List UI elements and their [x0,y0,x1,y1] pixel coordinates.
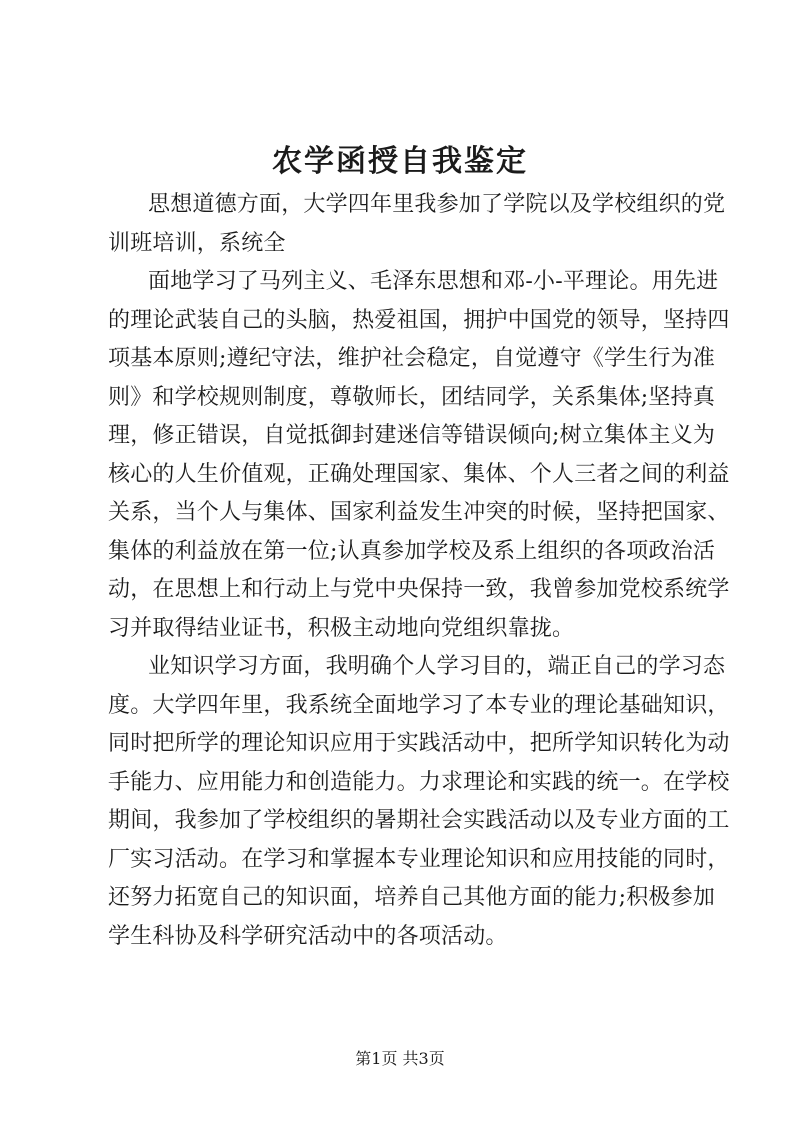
page-title: 农学函授自我鉴定 [272,144,528,179]
document-body [108,186,730,956]
paragraph-line: 理，修正错误，自觉抵御封建迷信等错误倾向;树立集体主义为 [108,423,716,448]
paragraph-line: 项基本原则;遵纪守法，维护社会稳定，自觉遵守《学生行为准 [108,346,716,371]
paragraph-line: 手能力、应用能力和创造能力。力求理论和实践的统一。在学校 [108,769,730,795]
paragraph-line: 则》和学校规则制度，尊敬师长，团结同学，关系集体;坚持真 [108,384,716,410]
paragraph-line: 同时把所学的理论知识应用于实践活动中，把所学知识转化为动 [108,731,730,756]
paragraph-line: 业知识学习方面，我明确个人学习目的，端正自己的学习态 [148,654,726,679]
paragraph-line: 还努力拓宽自己的知识面，培养自己其他方面的能力;积极参加 [108,885,716,910]
paragraph-line: 思想道德方面，大学四年里我参加了学院以及学校组织的党 [148,192,726,217]
paragraph-line: 集体的利益放在第一位;认真参加学校及系上组织的各项政治活 [108,538,716,564]
paragraph-line: 厂实习活动。在学习和掌握本专业理论知识和应用技能的同时， [108,846,730,872]
paragraph-line: 面地学习了马列主义、毛泽东思想和邓-小-平理论。用先进 [148,269,719,294]
page-number: 第1页 共3页 [355,1049,445,1068]
paragraph-line: 期间，我参加了学校组织的暑期社会实践活动以及专业方面的工 [108,808,730,833]
paragraph-line: 关系，当个人与集体、国家利益发生冲突的时候，坚持把国家、 [108,500,730,525]
paragraph-line: 动，在思想上和行动上与党中央保持一致，我曾参加党校系统学 [108,577,730,602]
paragraph-line: 学生科协及科学研究活动中的各项活动。 [108,923,508,949]
paragraph-line: 度。大学四年里，我系统全面地学习了本专业的理论基础知识， [108,692,730,718]
paragraph-line: 训班培训，系统全 [108,230,286,256]
paragraph-line: 核心的人生价值观，正确处理国家、集体、个人三者之间的利益 [108,461,730,487]
paragraph-line: 的理论武装自己的头脑，热爱祖国，拥护中国党的领导，坚持四 [108,307,730,333]
paragraph-line: 习并取得结业证书，积极主动地向党组织靠拢。 [108,615,575,641]
